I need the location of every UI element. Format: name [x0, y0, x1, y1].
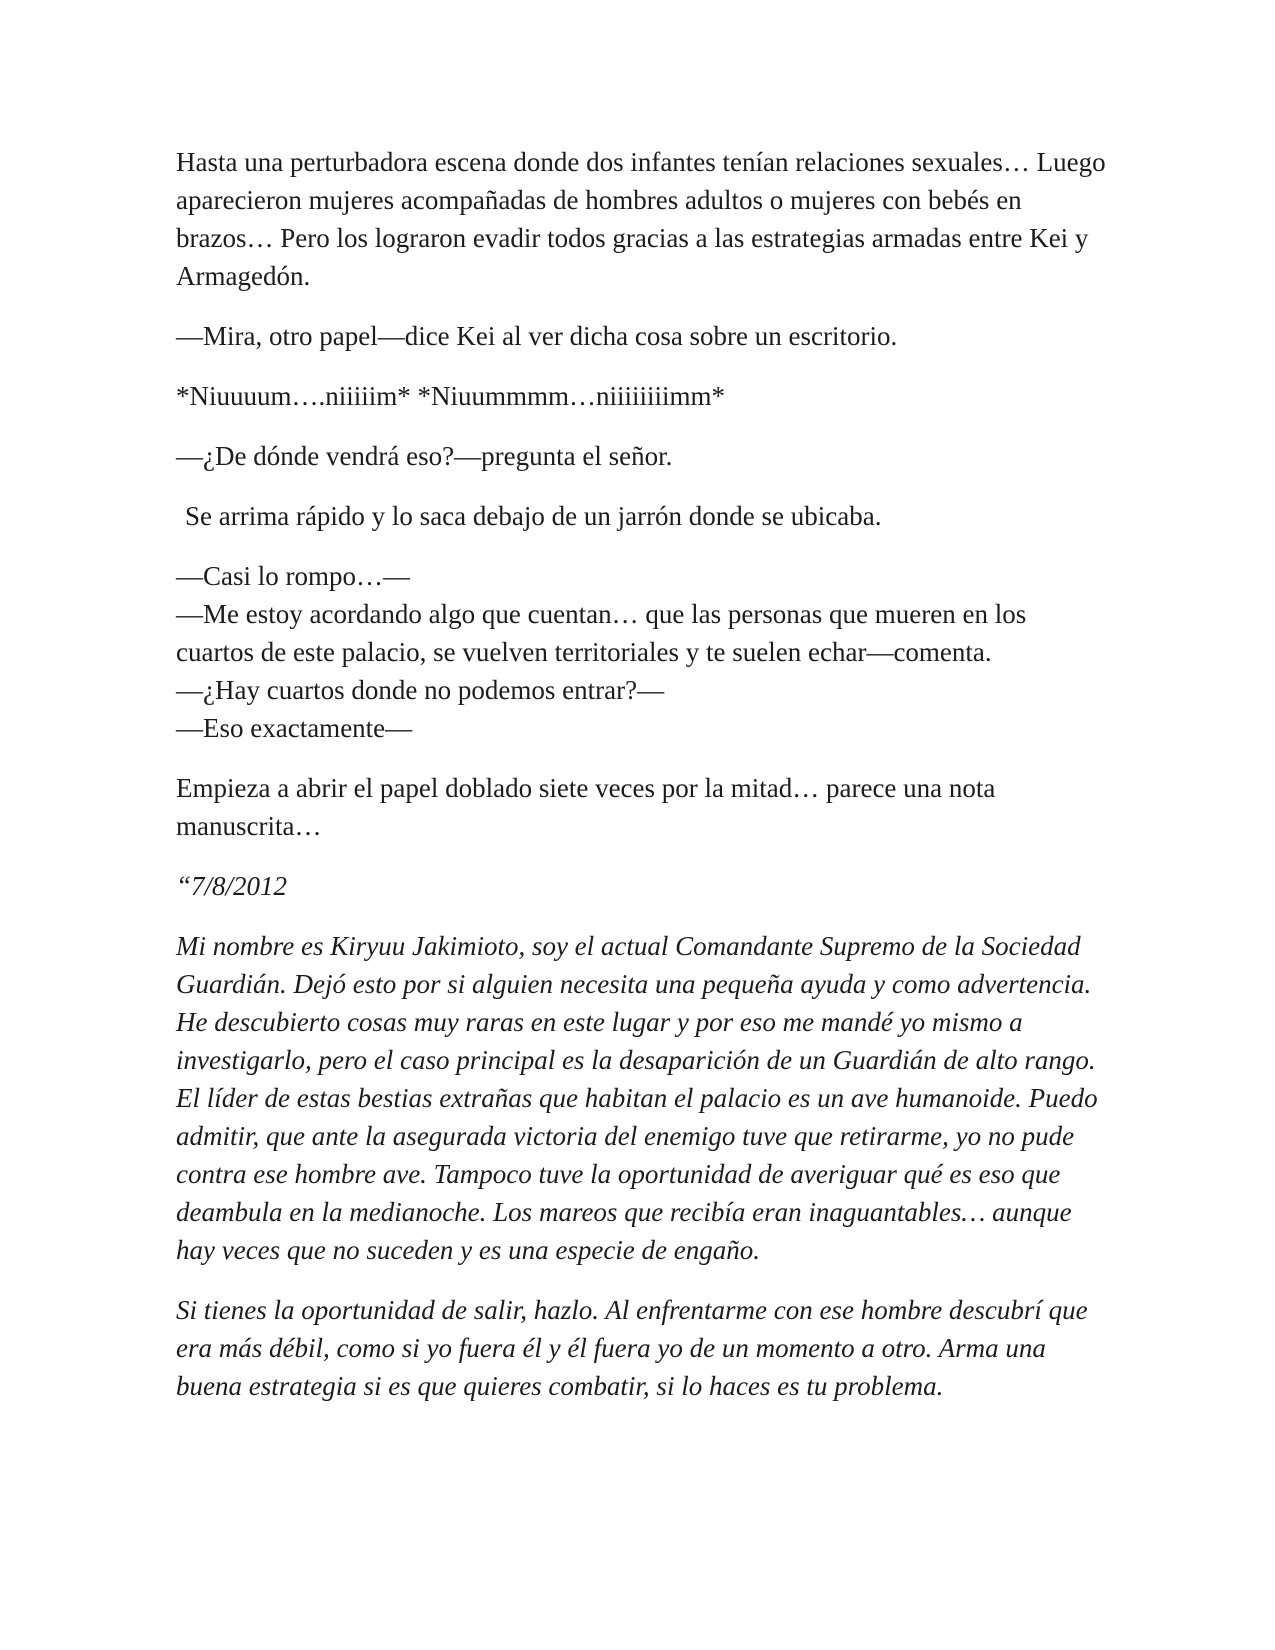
dialogue-line: —¿Hay cuartos donde no podemos entrar?— — [176, 675, 665, 705]
paragraph-intro: Hasta una perturbadora escena donde dos infantes tenían relaciones sexuales… Luego aparecieron mujeres acompañadas de hombres adultos o mujeres con bebés en brazos… Pero los lograron evadir todos gracias a las estrategias armadas entre Kei y Armagedón. — [176, 147, 1106, 291]
note-paragraph: Mi nombre es Kiryuu Jakimioto, soy el actual Comandante Supremo de la Sociedad Guardián. Dejó esto por si alguien necesita una pequeña ayuda y como advertencia. He descubierto cosas muy raras en este lugar y por eso me mandé yo mismo a investigarlo, pero el caso principal es la desaparición de un Guardián de alto rango. El líder de estas bestias extrañas que habitan el palacio es un ave humanoide. Puedo admitir, que ante la asegurada victoria del enemigo tuve que retirarme, yo no pude contra ese hombre ave. Tampoco tuve la oportunidad de averiguar qué es eso que deambula en la medianoche. Los mareos que recibía eran inaguantables… aunque hay veces que no suceden y es una especie de engaño. — [176, 931, 1098, 1265]
dialogue-line: —Casi lo rompo…— — [176, 561, 410, 591]
note-paragraph: Si tienes la oportunidad de salir, hazlo. Al enfrentarme con ese hombre descubrí que era más débil, como si yo fuera él y él fuera yo de un momento a otro. Arma una buena estrategia si es que quieres combatir, si lo haces es tu problema. — [176, 1295, 1088, 1401]
dialogue-line: —¿De dónde vendrá eso?—pregunta el señor. — [176, 441, 673, 471]
dialogue-line: —Me estoy acordando algo que cuentan… que las personas que mueren en los cuartos de este palacio, se vuelven territoriales y te suelen echar—comenta. — [176, 599, 1027, 667]
document-page — [176, 143, 1106, 1405]
narration-line: Se arrima rápido y lo saca debajo de un jarrón donde se ubicaba. — [185, 501, 882, 531]
sound-effect-line: *Niuuuum….niiiiim* *Niuummmm…niiiiiiiimm* — [176, 381, 726, 411]
dialogue-line: —Mira, otro papel—dice Kei al ver dicha cosa sobre un escritorio. — [176, 321, 898, 351]
note-date: “7/8/2012 — [176, 871, 288, 901]
dialogue-line: —Eso exactamente— — [176, 713, 413, 743]
narration-line: Empieza a abrir el papel doblado siete veces por la mitad… parece una nota manuscrita… — [176, 773, 996, 841]
